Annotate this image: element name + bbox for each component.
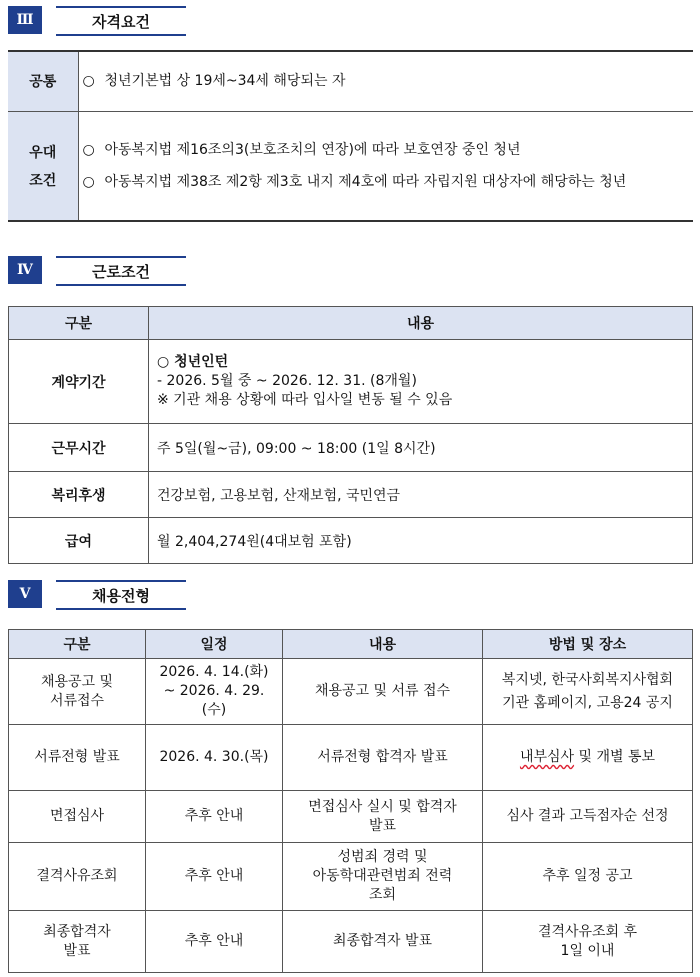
cell-line: 성범죄 경력 및	[337, 849, 428, 865]
cell-line: 면접심사 실시 및 합격자	[308, 798, 457, 815]
section-title: 자격요건	[56, 6, 186, 36]
stage-cell: 면접심사	[9, 791, 146, 843]
table-row	[9, 725, 693, 791]
table-row	[9, 791, 693, 843]
stage-cell	[9, 911, 146, 973]
contract-note: ※ 기관 채용 상황에 따라 입사일 변동 될 수 있음	[157, 392, 453, 408]
row-content	[78, 111, 693, 221]
table-header-row	[9, 630, 693, 659]
table-row	[9, 424, 693, 472]
stage-cell	[9, 659, 146, 725]
condition-text: 청년기본법 상 19세~34세 해당되는 자	[104, 73, 346, 90]
section-number: Ⅳ	[8, 256, 42, 284]
cell-line: 최종합격자	[43, 923, 111, 940]
content-cell	[283, 843, 483, 911]
content-cell: 서류전형 합격자 발표	[283, 725, 483, 791]
table-header-row	[9, 307, 693, 340]
condition-text: 아동복지법 제16조의3(보호조치의 연장)에 따라 보호연장 중인 청년	[104, 141, 521, 158]
schedule-cell: 2026. 4. 30.(목)	[146, 725, 283, 791]
column-header: 내용	[283, 630, 483, 659]
column-header: 방법 및 장소	[483, 630, 693, 659]
schedule-cell: 추후 안내	[146, 911, 283, 973]
condition-text: 아동복지법 제38조 제2항 제3호 내지 제4호에 따라 자립지원 대상자에 해당하는 청년	[104, 173, 627, 190]
cell-line: 결격사유조회 후	[537, 923, 638, 940]
cell-line: 조회	[368, 887, 397, 903]
table-row	[9, 843, 693, 911]
table-row	[9, 659, 693, 725]
section-title: 근로조건	[56, 256, 186, 286]
table-row	[9, 472, 693, 518]
content-cell: 최종합격자 발표	[283, 911, 483, 973]
method-cell	[483, 911, 693, 973]
row-label: 공통	[8, 51, 78, 111]
schedule-cell	[146, 659, 283, 725]
circle-bullet: ○	[82, 173, 95, 190]
cell-line: 발표	[63, 942, 91, 959]
cell-line: 2026. 4. 14.(화)	[159, 664, 269, 680]
cell-line: 발표	[368, 817, 397, 834]
table-row	[9, 911, 693, 973]
cell-line: 복지넷, 한국사회복지사협회	[501, 671, 674, 688]
row-label: 복리후생	[9, 472, 149, 518]
method-cell: 추후 일정 공고	[483, 843, 693, 911]
content-cell: 채용공고 및 서류 접수	[283, 659, 483, 725]
qualification-table	[8, 50, 693, 222]
section-number: Ⅲ	[8, 6, 42, 34]
schedule-cell: 추후 안내	[146, 791, 283, 843]
method-cell	[483, 725, 693, 791]
cell-line: 아동학대관련범죄 전력	[312, 868, 453, 884]
spellcheck-underlined-text: 내부심사	[519, 749, 575, 765]
row-content: 건강보험, 고용보험, 산재보험, 국민연금	[149, 472, 693, 518]
circle-bullet: ○	[82, 141, 95, 158]
row-content	[78, 51, 693, 111]
schedule-cell: 추후 안내	[146, 843, 283, 911]
circle-bullet: ○	[82, 73, 95, 90]
work-conditions-table	[8, 306, 693, 564]
row-label: 급여	[9, 518, 149, 564]
table-row	[8, 51, 693, 111]
section-title: 채용전형	[56, 580, 186, 610]
method-cell: 심사 결과 고득점자순 선정	[483, 791, 693, 843]
recruitment-process-table	[8, 629, 693, 973]
row-content: 월 2,404,274원(4대보험 포함)	[149, 518, 693, 564]
cell-text: 및 개별 통보	[574, 749, 656, 765]
section-number: Ⅴ	[8, 580, 42, 608]
cell-line: ~ 2026. 4. 29.(수)	[163, 683, 265, 718]
stage-cell: 서류전형 발표	[9, 725, 146, 791]
cell-line: 채용공고 및	[40, 673, 114, 690]
cell-line: 1일 이내	[560, 942, 615, 959]
row-label: 근무시간	[9, 424, 149, 472]
column-header: 구분	[9, 307, 149, 340]
row-label: 계약기간	[9, 340, 149, 424]
column-header: 일정	[146, 630, 283, 659]
row-label	[8, 111, 78, 221]
content-cell	[283, 791, 483, 843]
column-header: 구분	[9, 630, 146, 659]
row-content	[149, 340, 693, 424]
row-label-line: 조건	[29, 172, 57, 189]
table-row	[9, 518, 693, 564]
cell-line: 기관 홈페이지, 고용24 공지	[502, 694, 673, 711]
table-row	[9, 340, 693, 424]
method-cell	[483, 659, 693, 725]
stage-cell: 결격사유조회	[9, 843, 146, 911]
row-label-line: 우대	[29, 144, 57, 161]
column-header: 내용	[149, 307, 693, 340]
cell-line: 서류접수	[49, 692, 105, 709]
table-row	[8, 111, 693, 221]
row-content: 주 5일(월~금), 09:00 ~ 18:00 (1일 8시간)	[149, 424, 693, 472]
contract-period: - 2026. 5월 중 ~ 2026. 12. 31. (8개월)	[157, 373, 417, 389]
contract-type: ○ 청년인턴	[157, 354, 229, 370]
